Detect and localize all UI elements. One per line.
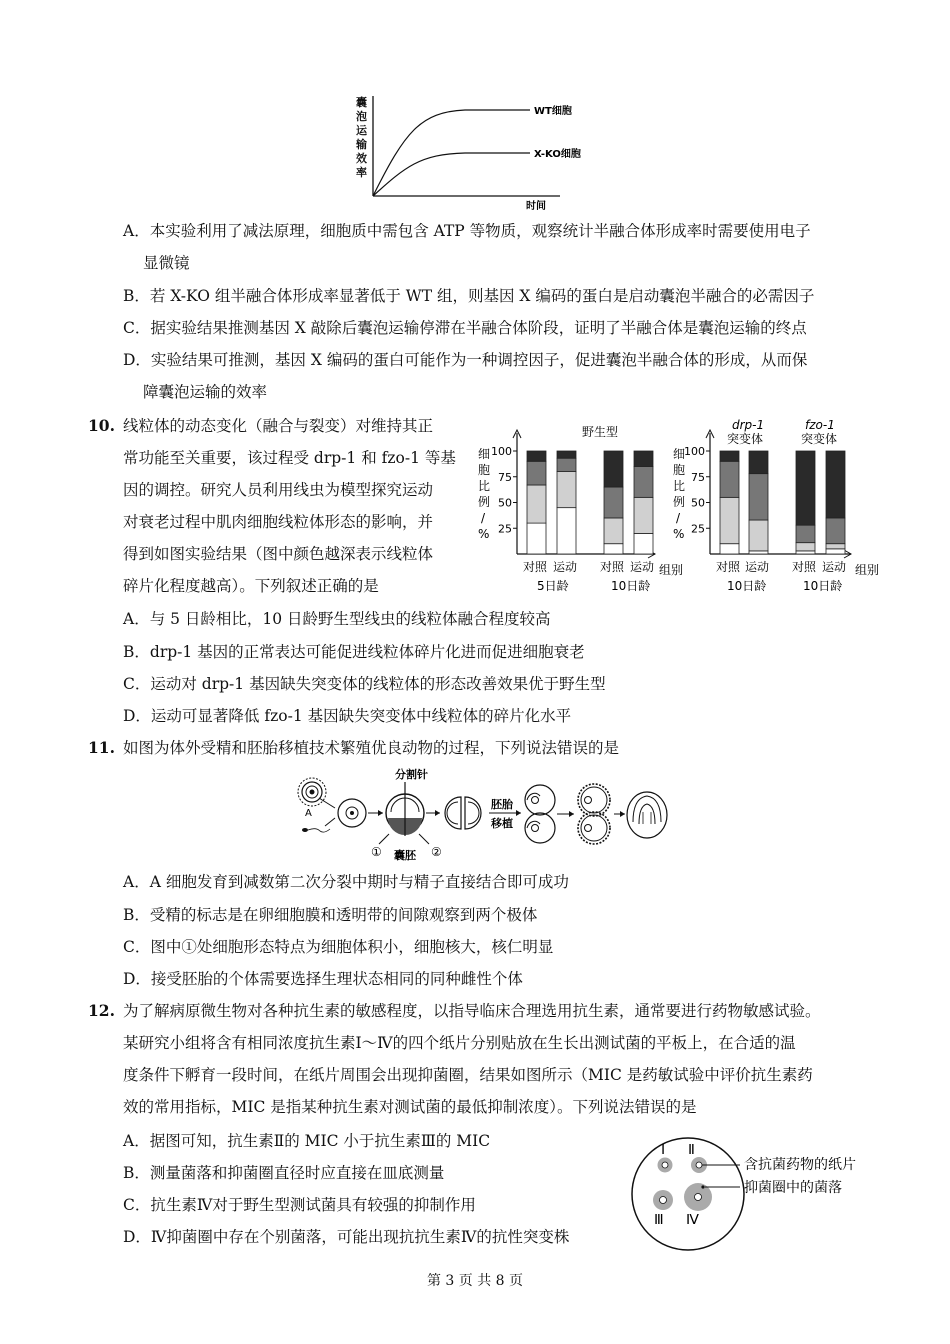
bar-segment <box>557 472 576 508</box>
blastocyst <box>386 782 424 836</box>
fzo1-mutant-label: 突变体 <box>801 432 838 446</box>
fig1-ylabel-char: 泡 <box>356 110 367 123</box>
bar-segment <box>527 451 546 461</box>
disc-2 <box>696 1162 702 1168</box>
fig1-xlabel: 时间 <box>526 201 546 212</box>
bar-segment <box>634 466 653 497</box>
q10-stem-line: 线粒体的动态变化（融合与裂变）对维持其正 <box>123 417 434 435</box>
petri-dish-figure <box>628 1134 878 1254</box>
arrow-sperm <box>325 818 335 826</box>
bar-segment <box>527 485 546 523</box>
bar-segment <box>604 451 623 487</box>
q10-stem-line: 常功能至关重要，该过程受 drp-1 和 fzo-1 等基 <box>123 449 456 467</box>
callout-colony: 抑菌圈中的菌落 <box>744 1180 842 1196</box>
y-tick-label: 50 <box>691 496 705 510</box>
bar-segment <box>557 458 576 471</box>
bar-label-exercise: 运动 <box>630 560 655 574</box>
bar-segment <box>796 551 815 554</box>
y-tick-label: 75 <box>498 470 512 484</box>
disc-label-4: Ⅳ <box>686 1213 699 1228</box>
y-tick-label: 25 <box>691 522 705 536</box>
bar-label-exercise: 运动 <box>745 560 770 574</box>
transfer-label-1: 胚胎 <box>491 798 513 811</box>
axis-label-group-left: 组别 <box>659 563 684 577</box>
bar-segment <box>557 451 576 458</box>
transfer-label-2: 移植 <box>491 817 513 830</box>
right-ylabel-char: 胞 <box>673 463 686 477</box>
label-a: A <box>305 808 312 819</box>
y-tick-label: 100 <box>684 445 705 458</box>
disc-1 <box>662 1162 668 1168</box>
bar-segment <box>634 451 653 466</box>
q10-stem-line: 碎片化程度越高）。下列叙述正确的是 <box>123 577 379 595</box>
q12-stem-line: 度条件下孵育一段时间，在纸片周围会出现抑菌圈，结果如图所示（MIC 是药敏试验中评价抗生素药 <box>123 1066 813 1084</box>
q11-stem: 如图为体外受精和胚胎移植技术繁殖优良动物的过程，下列说法错误的是 <box>123 739 620 757</box>
q9-option-d-cont: 障囊泡运输的效率 <box>143 383 268 401</box>
bar-segment <box>720 497 739 543</box>
sperm-icon <box>302 828 330 832</box>
bar-segment <box>749 451 768 474</box>
y-tick-label: 75 <box>691 470 705 484</box>
q10-number: 10. <box>88 416 115 435</box>
disc-3 <box>660 1197 667 1204</box>
bar-segment <box>527 523 546 554</box>
left-ylabel-char: % <box>478 527 490 541</box>
fzo1-title: fzo-1 <box>805 418 835 432</box>
fig1-ylabel-char: 运 <box>356 124 367 137</box>
q12-stem-line: 效的常用指标，MIC 是指某种抗生素对测试菌的最低抑制浓度）。下列说法错误的是 <box>123 1098 697 1116</box>
wildtype-title: 野生型 <box>582 425 619 439</box>
q12-stem-line: 某研究小组将含有相同浓度抗生素Ⅰ～Ⅳ的四个纸片分别贴放在生长出测试菌的平板上，在合适的温 <box>123 1034 796 1052</box>
q10-stem-line: 对衰老过程中肌肉细胞线粒体形态的影响，并 <box>123 513 434 531</box>
group-label-10d: 10日龄 <box>727 579 767 593</box>
bar-segment <box>720 544 739 554</box>
drp1-title: drp-1 <box>732 418 765 432</box>
q9-option-a: A．本实验利用了减法原理，细胞质中需包含 ATP 等物质，观察统计半融合体形成率时需要使用电子 <box>123 222 811 240</box>
right-ylabel-char: % <box>673 527 685 541</box>
bar-segment <box>720 451 739 461</box>
oocyte-a <box>298 778 326 806</box>
left-ylabel-char: 细 <box>478 447 491 461</box>
q9-option-c: C．据实验结果推测基因 X 敲除后囊泡运输停滞在半融合体阶段，证明了半融合体是囊泡运输的终点 <box>123 319 807 337</box>
bar-segment <box>634 533 653 554</box>
q12-option-d: D．Ⅳ抑菌圈中存在个别菌落，可能出现抗抗生素Ⅳ的抗性突变株 <box>123 1228 570 1246</box>
bar-segment <box>634 497 653 533</box>
fig1-ylabel-char: 囊 <box>356 96 367 109</box>
q9-option-d: D．实验结果可推测，基因 X 编码的蛋白可能作为一种调控因子，促进囊泡半融合体的形成，从而保 <box>123 351 808 369</box>
bar-segment <box>604 487 623 518</box>
q12-stem-line: 为了解病原微生物对各种抗生素的敏感程度，以指导临床合理选用抗生素，通常要进行药物敏感试验。 <box>123 1002 821 1020</box>
q10-option-b: B．drp-1 基因的正常表达可能促进线粒体碎片化进而促进细胞衰老 <box>123 643 585 661</box>
bar-segment <box>604 544 623 554</box>
transport-efficiency-figure <box>350 92 610 212</box>
needle-label: 分割针 <box>395 768 428 781</box>
bar-label-exercise: 运动 <box>553 560 578 574</box>
bar-segment <box>557 508 576 554</box>
bar-segment <box>749 520 768 551</box>
developing-embryo <box>627 792 667 838</box>
fig1-ylabel-char: 输 <box>356 138 367 151</box>
bar-segment <box>796 451 815 525</box>
right-ylabel-char: 细 <box>673 447 686 461</box>
disc-4 <box>695 1194 702 1201</box>
zygote <box>338 799 366 827</box>
left-ylabel-char: 比 <box>478 479 491 493</box>
q10-option-a: A．与 5 日龄相比，10 日龄野生型线虫的线粒体融合程度较高 <box>123 610 551 628</box>
q10-option-c: C．运动对 drp-1 基因缺失突变体的线粒体的形态改善效果优于野生型 <box>123 675 606 693</box>
y-tick-label: 100 <box>491 445 512 458</box>
bar-segment <box>826 549 845 554</box>
blastocyst-label: 囊胚 <box>394 849 416 862</box>
group-label-10d: 10日龄 <box>611 579 651 593</box>
q10-stem-line: 得到如图实验结果（图中颜色越深表示线粒体 <box>123 545 434 563</box>
bar-label-ctrl: 对照 <box>716 560 741 574</box>
xko-curve <box>373 153 530 196</box>
bar-segment <box>527 461 546 485</box>
wt-label: WT细胞 <box>534 106 572 117</box>
label-2: ② <box>431 845 442 859</box>
q12-option-b: B．测量菌落和抑菌圈直径时应直接在皿底测量 <box>123 1164 445 1182</box>
left-ylabel-char: 胞 <box>478 463 491 477</box>
bar-segment <box>749 551 768 554</box>
axis-label-group-right: 组别 <box>855 563 880 577</box>
q9-option-a-cont: 显微镜 <box>143 254 190 272</box>
left-ylabel-char: / <box>481 511 486 525</box>
bar-segment <box>826 518 845 544</box>
bar-segment <box>749 474 768 520</box>
split-embryos <box>445 797 481 829</box>
bar-label-ctrl: 对照 <box>600 560 625 574</box>
right-ylabel-char: / <box>676 511 681 525</box>
bar-segment <box>826 544 845 549</box>
disc-label-3: Ⅲ <box>654 1213 664 1228</box>
bar-label-ctrl: 对照 <box>523 560 548 574</box>
y-tick-label: 25 <box>498 522 512 536</box>
left-ylabel-char: 例 <box>478 495 491 509</box>
embryo-upper <box>525 785 555 815</box>
mitochondria-chart <box>475 413 885 598</box>
q12-option-a: A．据图可知，抗生素Ⅱ的 MIC 小于抗生素Ⅲ的 MIC <box>123 1132 491 1150</box>
bar-segment <box>604 518 623 544</box>
page-footer: 第 3 页 共 8 页 <box>426 1273 524 1289</box>
bar-label-exercise: 运动 <box>822 560 847 574</box>
group-label-5d: 5日龄 <box>537 579 569 593</box>
q11-option-a: A．A 细胞发育到减数第二次分裂中期时与精子直接结合即可成功 <box>123 873 569 891</box>
bar-segment <box>826 451 845 518</box>
fig1-ylabel-char: 率 <box>356 166 367 179</box>
y-tick-label: 50 <box>498 496 512 510</box>
q10-stem-line: 因的调控。研究人员利用线虫为模型探究运动 <box>123 481 434 499</box>
q10-option-d: D．运动可显著降低 fzo-1 基因缺失突变体中线粒体的碎片化水平 <box>123 707 572 725</box>
callout-disc: 含抗菌药物的纸片 <box>744 1157 856 1173</box>
right-ylabel-char: 例 <box>673 495 686 509</box>
disc-label-1: Ⅰ <box>661 1143 666 1158</box>
drp1-mutant-label: 突变体 <box>727 432 764 446</box>
bar-label-ctrl: 对照 <box>792 560 817 574</box>
q9-option-b: B．若 X-KO 组半融合体形成率显著低于 WT 组，则基因 X 编码的蛋白是启动囊泡半融合的必需因子 <box>123 287 815 305</box>
bar-segment <box>796 543 815 551</box>
colony-in-zone <box>701 1185 704 1188</box>
disc-label-2: Ⅱ <box>688 1143 695 1158</box>
q12-number: 12. <box>88 1001 115 1020</box>
q11-option-d: D．接受胚胎的个体需要选择生理状态相同的同种雌性个体 <box>123 970 523 988</box>
group-label-10d: 10日龄 <box>803 579 843 593</box>
label-1: ① <box>371 845 382 859</box>
q12-option-c: C．抗生素Ⅳ对于野生型测试菌具有较强的抑制作用 <box>123 1196 476 1214</box>
bar-segment <box>720 461 739 497</box>
embryo-transfer-diagram <box>295 764 670 862</box>
q11-option-c: C．图中①处细胞形态特点为细胞体积小，细胞核大，核仁明显 <box>123 938 554 956</box>
xko-label: X-KO细胞 <box>534 149 581 160</box>
bar-segment <box>796 525 815 543</box>
q11-number: 11. <box>88 738 115 757</box>
fig1-ylabel-char: 效 <box>356 152 367 165</box>
q11-option-b: B．受精的标志是在卵细胞膜和透明带的间隙观察到两个极体 <box>123 906 538 924</box>
embryo-lower <box>525 813 555 843</box>
right-ylabel-char: 比 <box>673 479 686 493</box>
